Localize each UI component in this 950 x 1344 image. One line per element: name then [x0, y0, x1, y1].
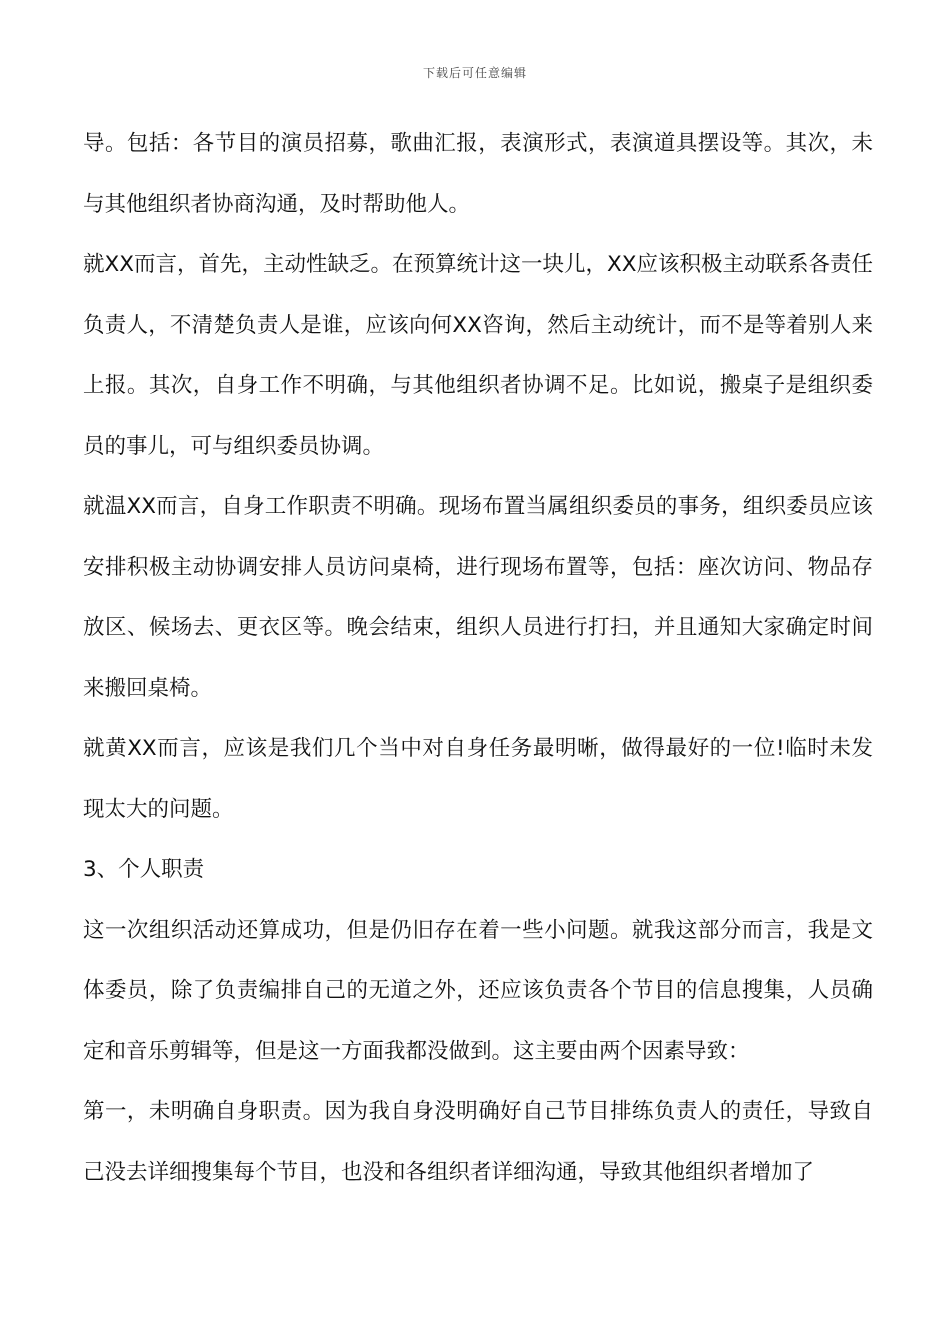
document-body — [83, 114, 873, 1203]
paragraph: 就温XX而言，自身工作职责不明确。现场布置当属组织委员的事务，组织委员应该安排积极主动协调安排人员访问桌椅，进行现场布置等，包括：座次访问、物品存放区、候场去、更衣区等。晚会结束，组织人员进行打扫，并且通知大家确定时间来搬回桌椅。 — [83, 494, 873, 701]
page-header: 下载后可任意编辑 — [422, 66, 527, 80]
paragraph: 这一次组织活动还算成功，但是仍旧存在着一些小问题。就我这部分而言，我是文体委员，除了负责编排自己的无道之外，还应该负责各个节目的信息搜集，人员确定和音乐剪辑等，但是这一方面我都没做到。这主要由两个因素导致： — [83, 917, 873, 1064]
paragraph: 就黄XX而言，应该是我们几个当中对自身任务最明晰，做得最好的一位!临时未发现太大的问题。 — [83, 736, 873, 822]
paragraph: 导。包括：各节目的演员招募，歌曲汇报，表演形式，表演道具摆设等。其次，未与其他组织者协商沟通，及时帮助他人。 — [83, 131, 873, 217]
section-heading: 3、个人职责 — [83, 857, 205, 882]
paragraph: 就XX而言，首先，主动性缺乏。在预算统计这一块儿，XX应该积极主动联系各责任负责人，不清楚负责人是谁，应该向何XX咨询，然后主动统计，而不是等着别人来上报。其次，自身工作不明确，与其他组织者协调不足。比如说，搬桌子是组织委员的事儿，可与组织委员协调。 — [83, 252, 873, 459]
paragraph: 第一，未明确自身职责。因为我自身没明确好自己节目排练负责人的责任，导致自己没去详细搜集每个节目，也没和各组织者详细沟通，导致其他组织者增加了 — [83, 1099, 873, 1185]
